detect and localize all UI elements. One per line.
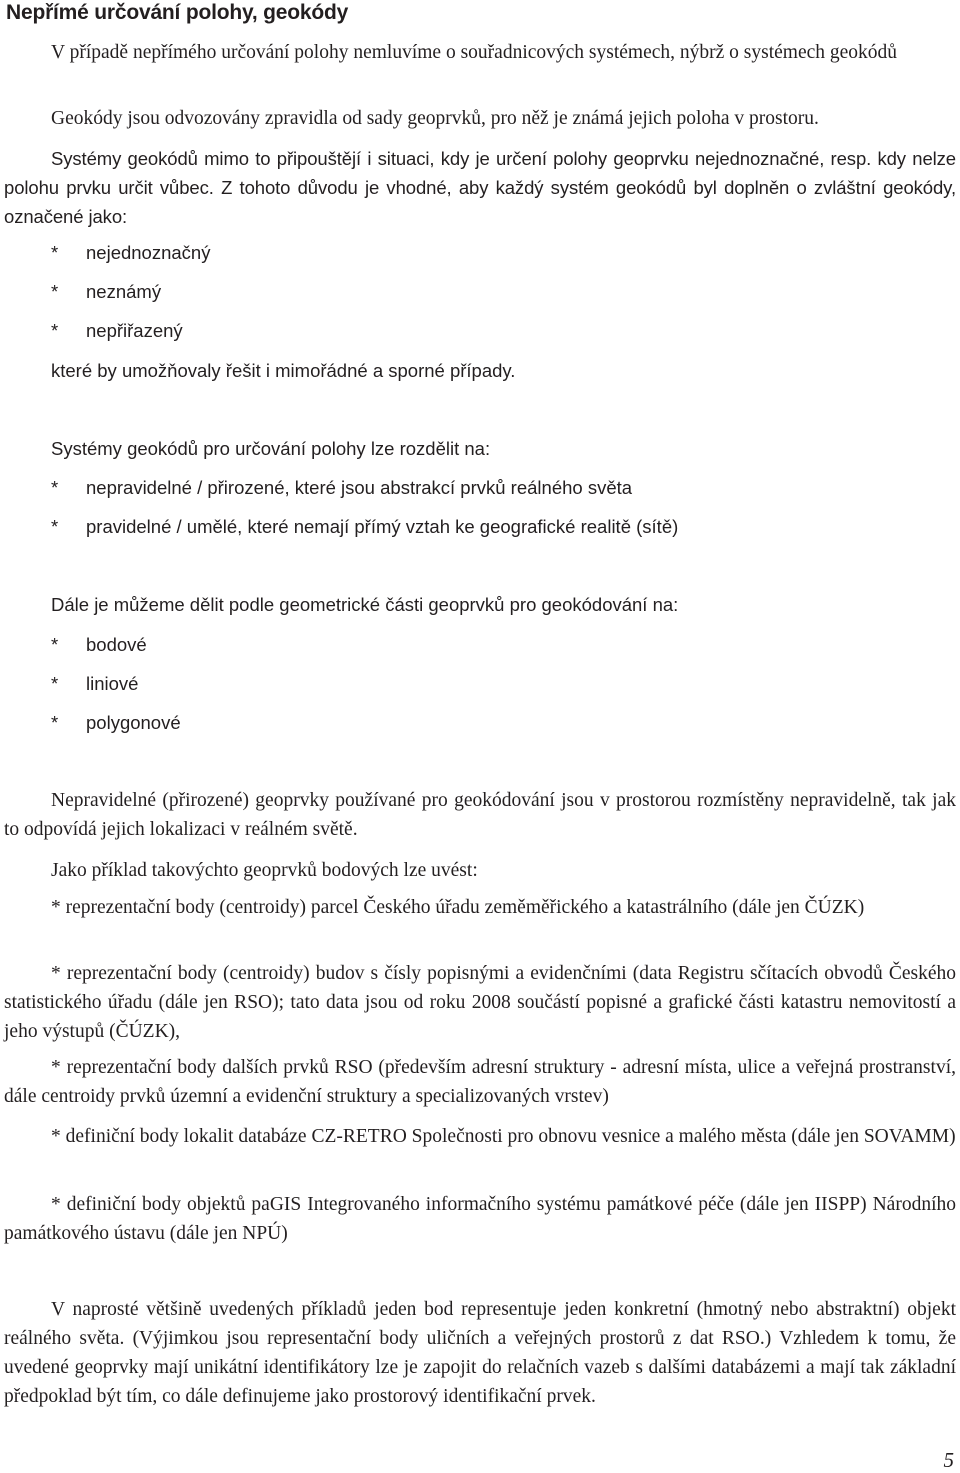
list-item <box>51 238 210 267</box>
section-heading: Nepřímé určování polohy, geokódy <box>6 1 349 24</box>
bullet-star: * <box>51 477 59 498</box>
intro-paragraph: V případě nepřímého určování polohy nemluvíme o souřadnicových systémech, nýbrž o systémech geokódů <box>51 42 898 63</box>
page-number: 5 <box>943 1448 954 1472</box>
bullet-star: * <box>51 673 59 694</box>
division-intro: Systémy geokódů pro určování polohy lze rozdělit na: <box>51 438 491 459</box>
list-item-text: neznámý <box>86 281 162 302</box>
closing-paragraph: V naprosté většině uvedených příkladů jeden bod representuje jeden konkretní (hmotný nebo abstraktní) objekt reálného světa. (Výjimkou jsou representační body uličních a veřejných prostorů z dat RSO.) Vzhledem k tomu, že uvedené geoprvky mají unikátní identifikátory lze je zapojit do relačních vazeb s dalšími databázemi a mají tak základní předpoklad být tím, co dále definujeme jako prostorový identifikační prvek. <box>4 1299 956 1407</box>
list-item-text: nejednoznačný <box>86 242 211 263</box>
bullet-star: * <box>51 634 59 655</box>
example-item: * definiční body objektů paGIS Integrovaného informačního systému památkové péče (dále jen IISPP) Národního památkového ústavu (dále jen NPÚ) <box>4 1194 956 1244</box>
geocodes-derivation-paragraph: Geokódy jsou odvozovány zpravidla od sady geoprvků, pro něž je známá jejich poloha v prostoru. <box>51 108 819 129</box>
example-item: * reprezentační body (centroidy) budov s čísly popisnými a evidenčními (data Registru sčítacích obvodů Českého statistického úřadu (dále jen RSO); tato data jsou od roku 2008 součástí popisné a grafické části katastru nemovitostí a jeho výstupů (ČÚZK), <box>4 963 956 1042</box>
geometry-intro: Dále je můžeme dělit podle geometrické části geoprvků pro geokódování na: <box>51 594 679 615</box>
bullet-star: * <box>51 320 59 341</box>
special-geocodes-paragraph: Systémy geokódů mimo to připouštějí i situaci, kdy je určení polohy geoprvku nejednoznačné, resp. kdy nelze polohu prvku určit vůbec. Z tohoto důvodu je vhodné, aby každý systém geokódů byl doplněn o zvláštní geokódy, označené jako: <box>4 148 956 227</box>
list-item <box>51 316 183 345</box>
irregular-geofeatures-paragraph: Nepravidelné (přirozené) geoprvky používané pro geokódování jsou v prostorou rozmístěny nepravidelně, tak jak to odpovídá jejich lokalizaci v reálném světě. <box>4 790 956 840</box>
list-item <box>51 669 138 698</box>
example-item: * reprezentační body dalších prvků RSO (především adresní struktury - adresní místa, ulice a veřejná prostranství, dále centroidy prvků územní a evidenční struktury a specializovaných vrstev) <box>4 1057 956 1107</box>
example-item: * reprezentační body (centroidy) parcel Českého úřadu zeměměřického a katastrálního (dále jen ČÚZK) <box>51 897 865 918</box>
list-item-text: nepravidelné / přirozené, které jsou abstrakcí prvků reálného světa <box>86 477 633 498</box>
example-item: * definiční body lokalit databáze CZ-RETRO Společnosti pro obnovu vesnice a malého města (dále jen SOVAMM) <box>51 1126 956 1147</box>
examples-intro: Jako příklad takovýchto geoprvků bodových lze uvést: <box>51 860 478 881</box>
bullet-star: * <box>51 516 59 537</box>
list-item-text: nepřiřazený <box>86 320 183 341</box>
list-item-text: polygonové <box>86 712 181 733</box>
list-item-text: bodové <box>86 634 147 655</box>
list-item <box>51 630 147 659</box>
list-item <box>51 512 678 541</box>
list-item-text: liniové <box>86 673 139 694</box>
list-item <box>51 708 181 737</box>
list-item-text: pravidelné / umělé, které nemají přímý vztah ke geografické realitě (sítě) <box>86 516 679 537</box>
bullet-star: * <box>51 712 59 733</box>
bullet-star: * <box>51 242 59 263</box>
list-item <box>51 277 161 306</box>
bullet-star: * <box>51 281 59 302</box>
list-tail-text: které by umožňovaly řešit i mimořádné a sporné případy. <box>51 360 516 381</box>
list-item <box>51 473 632 502</box>
